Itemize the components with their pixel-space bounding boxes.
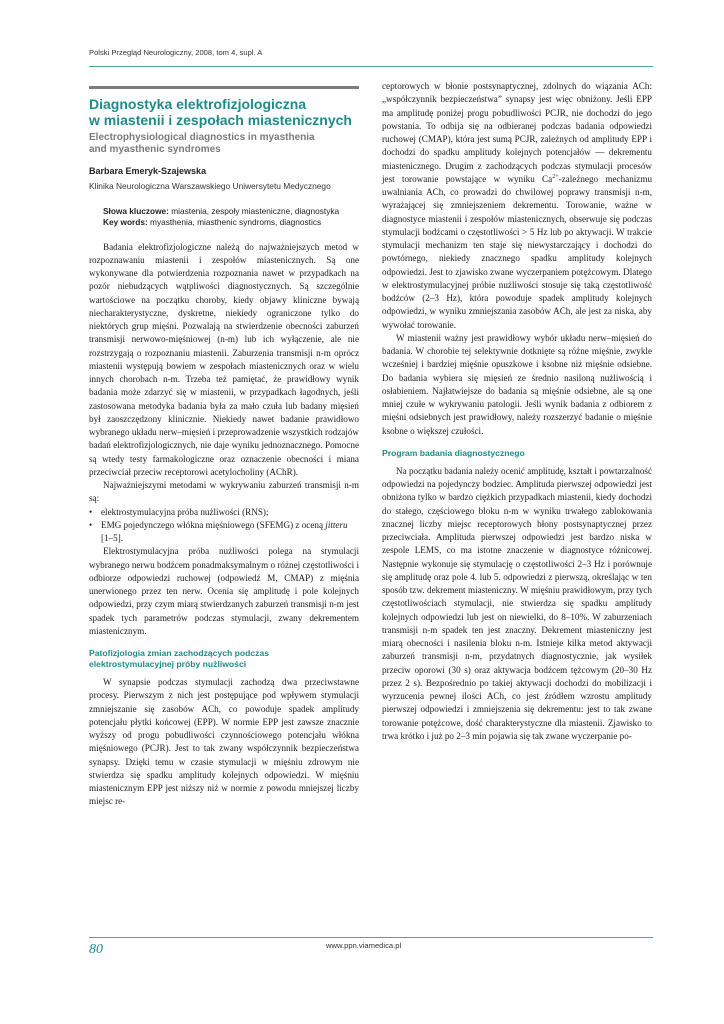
keywords-pl: [89, 206, 359, 218]
section-heading-line-2: elektrostymulacyjnej próby nużliwości: [89, 659, 247, 669]
body-paragraph: Elektrostymulacyjna próba nużliwości polega na stymulacji wybranego nerwu bodźcem ponadmaksymalnym o różnej częstotliwości i odbiorze odpowiedzi ruchowej (odpowiedź M, CMAP) z mięśnia unerwionego przez ten nerw. Ocenia się amplitudę i pole kolejnych odpowiedzi, przy czym miarą stwierdzanych zaburzeń transmisji n-m jest spadek tych parametrów podczas stymulacji, zwany dekrementem miastenicznym.: [89, 546, 359, 636]
footer-rule: [89, 937, 653, 938]
title-en-line-1: Electrophysiological diagnostics in myasthenia: [89, 132, 315, 143]
right-column: [382, 80, 652, 743]
superscript: 2+: [552, 173, 559, 180]
keywords-en-text: myasthenia, miasthenic syndroms, diagnostics: [147, 217, 322, 227]
title-line-2: w miastenii i zespołach miastenicznych: [89, 112, 352, 128]
keywords-pl-label: Słowa kluczowe:: [103, 205, 169, 216]
author: Barbara Emeryk-Szajewska: [89, 166, 207, 176]
body-paragraph: Badania elektrofizjologiczne należą do najważniejszych metod w rozpoznawaniu miastenii i zespołów miastenicznych. Są one wykonywane dla potwierdzenia rozpoznania nawet w przypadkach na pozór niebudzących wątpliwości diagnostycznych. Są szczególnie wartościowe na początku choroby, kiedy objawy kliniczne bywają niecharakterystyczne, dyskretne, niekiedy ograniczone tylko do niektórych grup mięśni. Pozwalają na stwierdzenie obecności zaburzeń transmisji nerwowo-mięśniowej (n-m) lub ich wyłączenie, ale nie rozstrzygają o rozpoznaniu miastenii. Zaburzenia transmisji n-m oprócz miastenii występują bowiem w zespołach miastenicznych oraz w wielu innych chorobach n-m. Trzeba też pamiętać, że prawidłowy wynik badania może zdarzyć się w miastenii, w przypadkach łagodnych, jeśli zastosowana metodyka badania była za mało czuła lub badany mięsień był zaoszczędzony klinicznie. Niekiedy nawet badanie prawidłowo wybranego układu nerw–mięsień i przeprowadzenie wszystkich rodzajów badań elektrofizjologicznych, nie daje wyniku jednoznacznego. Pomocne są wtedy testy farmakologiczne oraz oznaczenie obecności i miana przeciwciał przeciw receptorowi acetylocholiny (AChR).: [89, 241, 359, 477]
list-item-italic: jitteru: [325, 519, 348, 530]
keywords-en-label: Key words:: [103, 217, 148, 227]
title-line-1: Diagnostyka elektrofizjologiczna: [89, 96, 307, 112]
keywords-en: [89, 217, 359, 229]
body-paragraph: Najważniejszymi metodami w wykrywaniu zaburzeń transmisji n-m są:: [89, 480, 359, 504]
article-title: [89, 96, 359, 128]
title-en-line-2: and myasthenic syndromes: [89, 144, 221, 155]
list-item-ref: [1–5].: [101, 533, 124, 543]
title-bar: [89, 86, 359, 89]
paragraph-text: ceptorowych w błonie postsynaptycznej, zdolnych do wiązania ACh: „współczynnik bezpieczeństwa” synapsy jest więc obniżony. Jeśli EPP ma amplitudę poniżej progu pobudliwości PCJR, nie dochodzi do jego powstania. To odbija się na odbieranej podczas badania odpowiedzi ruchowej (CMAP), która jest sumą PCJR, zależnych od amplitudy EPP i dochodzi do spadku amplitudy kolejnych potencjałów — dekrementu miastenicznego. Drugim z zachodzących podczas stymulacji procesów jest torowanie powstające w wyniku Ca: [382, 81, 652, 184]
body-paragraph: Na początku badania należy ocenić amplitudę, kształt i powtarzalność odpowiedzi na pojedynczy bodziec. Amplituda pierwszej odpowiedzi jest obniżona tylko w bardzo ciężkich przypadkach miastenii, kiedy dochodzi do stałego, częściowego bloku n-m w wyniku trwałego zablokowania znacznej liczby miejsc receptorowych błony postsynaptycznej przez przeciwciała. Amplituda pierwszej odpowiedzi jest bardzo niska w zespole LEMS, co ma istotne znaczenie w diagnostyce różnicowej. Następnie wykonuje się stymulację o częstotliwości 2–3 Hz i porównuje się amplitudę oraz pole 4. lub 5. odpowiedzi z pierwszą, określając w ten sposób tzw. dekrement miasteniczny. W mięśniu prawidłowym, przy tych częstotliwościach stymulacji, nie stwierdza się spadku amplitudy kolejnych odpowiedzi lub jest on niewielki, do 8–10%. W zaburzeniach transmisji n-m spadek ten jest znaczny. Dekrement miasteniczny jest miarą obecności i nasilenia bloku n-m. Istnieje kilka metod aktywacji zaburzeń transmisji n-m, przydatnych diagnostycznie, jak wysiłek przeciw oporowi (30 s) oraz aktywacja bodźcem tężcowym (20–30 Hz przez 2 s). Bezpośrednio po takiej aktywacji dochodzi do mobilizacji i wyrzucenia pewnej ilości ACh, co jest źródłem wzrostu amplitudy pierwszej odpowiedzi i zmniejszenia się dekrementu: jest to tak zwane torowanie potężcowe, dość charakterystyczne dla miastenii. Zjawisko to trwa krótko i już po 2–3 min pojawia się tak zwane wyczerpanie po-: [382, 465, 652, 741]
paragraph-text: -zależnego mechanizmu uwalniania ACh, co prowadzi do chwilowej poprawy transmisji n-m, wyrażającej się zmniejszeniem dekrementu. Torowanie, ważne w diagnostyce miastenii i zespołów miastenicznych, obserwuje się podczas stymulacji bodźcami o częstotliwości > 5 Hz lub po aktywacji. W trakcie stymulacji mechanizm ten staje się niewystarczający i dochodzi do powtórnego, niekiedy znacznego spadku amplitudy kolejnych odpowiedzi. Jest to zjawisko zwane wyczerpaniem potężcowym. Dlatego w elektrostymulacyjnej próbie nużliwości stosuje się taką częstotliwość bodźców (2–3 Hz), która powoduje spadek amplitudy kolejnych odpowiedzi, w wyniku zmniejszania zasobów ACh, ale jest za niska, aby wywołać torowanie.: [382, 173, 653, 330]
list-item: [89, 519, 359, 546]
body-paragraph: W synapsie podczas stymulacji zachodzą dwa przeciwstawne procesy. Pierwszym z nich jest postępujące pod wpływem stymulacji zmniejszanie się zasobów ACh, co powoduje spadek amplitudy potencjału płytki końcowej (EPP). W normie EPP jest zawsze znacznie wyższy od progu pobudliwości czynnościowego potencjału włókna mięśniowego (PCJR). Jest to tak zwany współczynnik bezpieczeństwa synapsy. Dzięki temu w czasie stymulacji w mięśniu zdrowym nie stwierdza się spadku amplitudy kolejnych odpowiedzi. W mięśniu miastenicznym EPP jest niższy niż w normie z powodu mniejszej liczby miejsc re-: [89, 677, 359, 807]
list-item: • elektrostymulacyjna próba nużliwości (RNS);: [89, 506, 359, 519]
header-rule: [89, 66, 653, 67]
article-title-english: [89, 132, 359, 156]
page-number: 80: [89, 942, 103, 957]
keywords-pl-text: miastenia, zespoły miasteniczne, diagnostyka: [168, 205, 340, 216]
section-heading-pathophysiology: [89, 648, 359, 670]
list-item-text: EMG pojedynczego włókna mięśniowego (SFEMG) z oceną: [101, 519, 326, 530]
running-head: Polski Przegląd Neurologiczny, 2008, tom 4, supl. A: [89, 48, 263, 57]
methods-list: [89, 506, 359, 546]
left-column: [89, 86, 359, 809]
section-heading-program: Program badania diagnostycznego: [382, 447, 525, 458]
footer-url: www.ppn.viamedica.pl: [326, 941, 402, 950]
affiliation: Klinika Neurologiczna Warszawskiego Uniwersytetu Medycznego: [89, 181, 331, 192]
body-paragraph: W miastenii ważny jest prawidłowy wybór układu nerw–mięsień do badania. W chorobie tej selektywnie dotknięte są różne mięśnie, zwykle wcześniej i bardziej mięśnie opuszkowe i ksobne niż mięśnie odsiebne. Do badania wybiera się mięsień ze średnio nasiloną nużliwością i osłabieniem. Najłatwiejsze do badania są mięśnie odsiebne, ale są one mniej czułe w wykrywaniu patologii. Jeśli wynik badania z odbiorem z mięśni odsiebnych jest prawidłowy, należy rozszerzyć badanie o mięśnie ksobne o większej czułości.: [382, 332, 652, 436]
section-heading-line-1: Patofizjologia zmian zachodzących podczas: [89, 648, 270, 658]
keywords-block: [89, 206, 359, 229]
body-paragraph: [382, 80, 652, 332]
